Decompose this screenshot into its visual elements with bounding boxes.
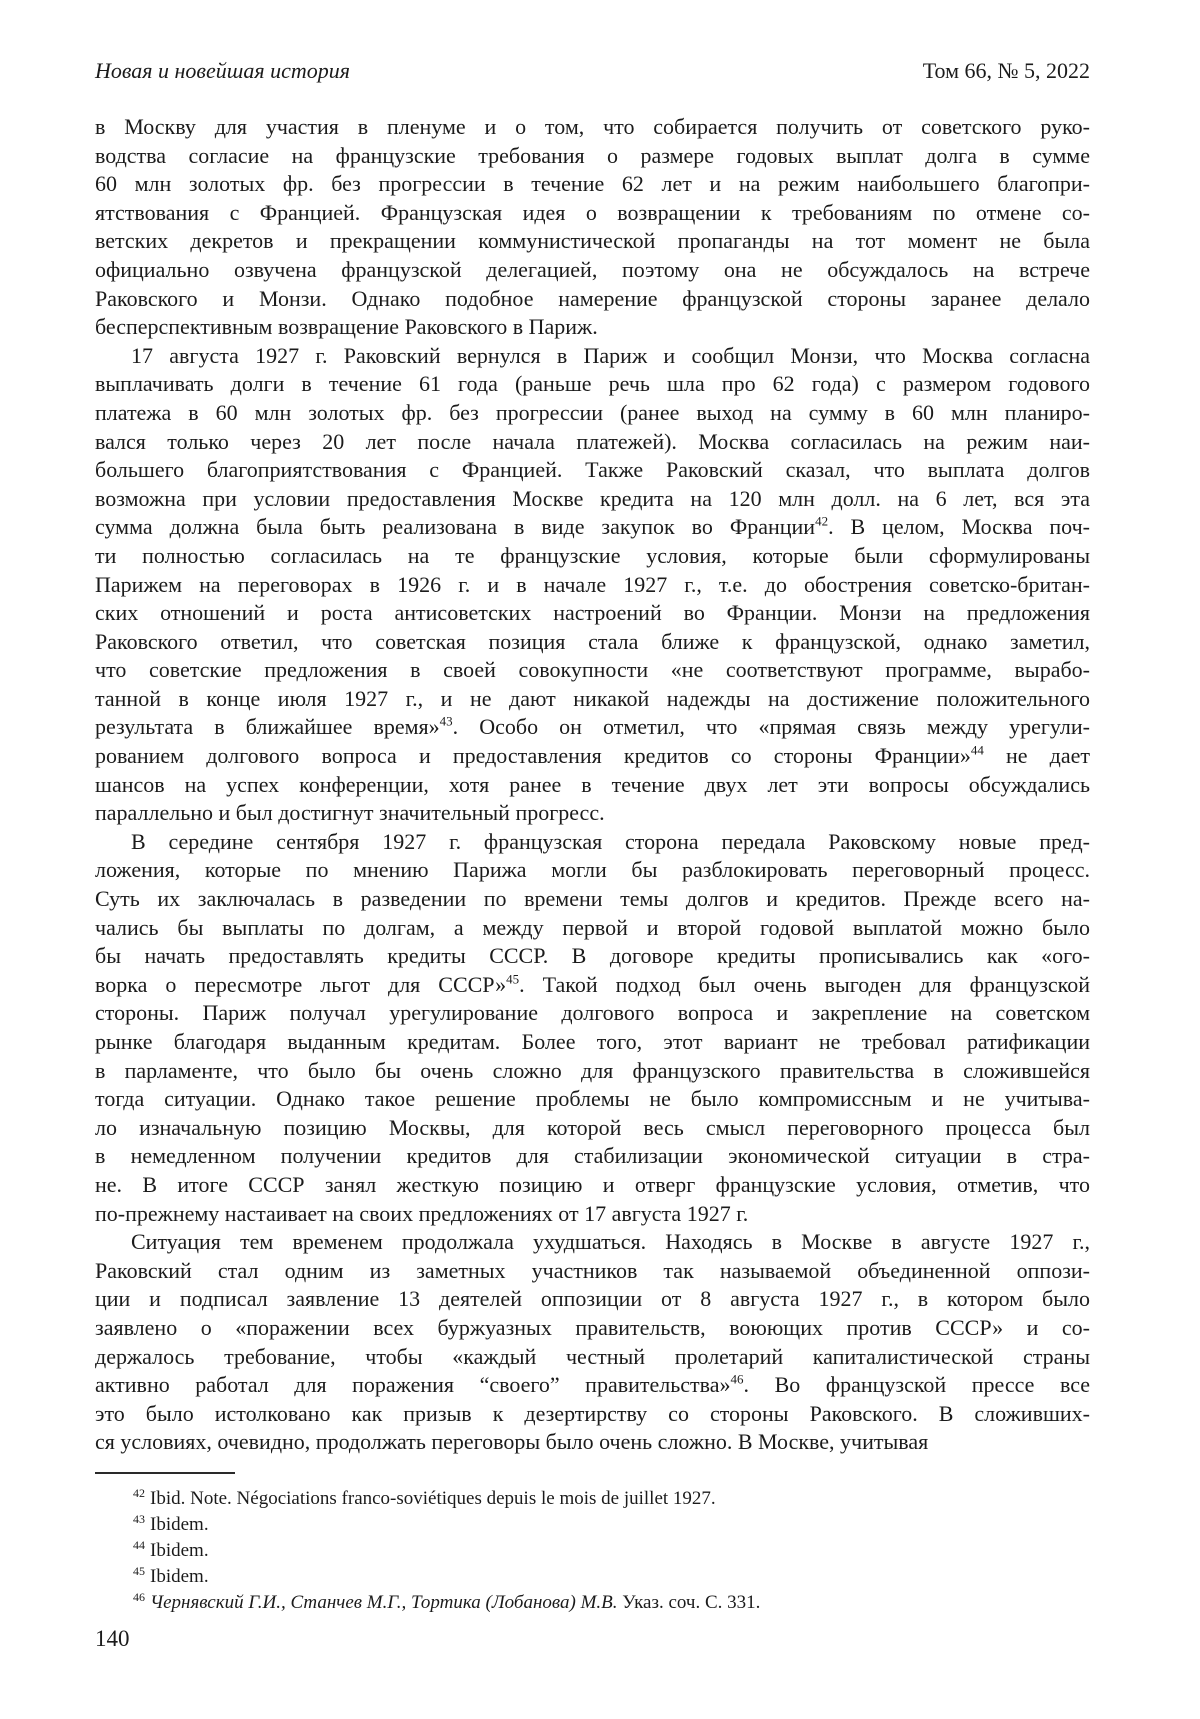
- text-line: ло изначальную позицию Москвы, для которой весь смысл переговорного процесса был: [95, 1114, 1090, 1140]
- text-line: 17 августа 1927 г. Раковский вернулся в Париж и сообщил Монзи, что Москва согласна: [131, 342, 1090, 368]
- footnote-text: Ibidem.: [150, 1566, 209, 1587]
- footnote-number: 46: [133, 1589, 145, 1604]
- footnote-authors: Чернявский Г.И., Станчев М.Г., Тортика (Лобанова) М.В.: [150, 1592, 618, 1613]
- text-line: ворка о пересмотре льгот для СССР»$^{45}$. Такой подход был очень выгоден для французской: [95, 971, 1090, 997]
- paragraph: [95, 113, 1090, 342]
- footnote-number: 42: [133, 1485, 145, 1500]
- text-line: В середине сентября 1927 г. французская сторона передала Раковскому новые пред-: [131, 828, 1090, 854]
- text-line: Раковский стал одним из заметных участников так называемой объединенной оппози-: [95, 1257, 1090, 1283]
- text-line: бы начать предоставлять кредиты СССР. В договоре кредиты прописывались как «ого-: [95, 943, 1090, 969]
- footnote-ref: 43: [439, 714, 453, 730]
- footnote-text: Указ. соч. С. 331.: [617, 1592, 761, 1613]
- paragraph: [95, 342, 1090, 828]
- article-body: [95, 113, 1090, 1457]
- text-line: шансов на успех конференции, хотя ранее в течение двух лет эти вопросы обсуждались: [95, 771, 1090, 797]
- text-line: рынке благодаря выданным кредитам. Более того, этот вариант не требовал ратификации: [95, 1029, 1090, 1054]
- page-header: [95, 58, 1090, 84]
- text-line: в парламенте, что было бы очень сложно для французского правительства в сложившейся: [95, 1057, 1090, 1083]
- footnote-item: [95, 1590, 1090, 1616]
- text-line: ветских декретов и прекращении коммунистической пропаганды на тот момент не была: [95, 228, 1090, 254]
- footnote-ref: 42: [815, 513, 829, 529]
- footnote-number: 44: [133, 1537, 145, 1552]
- footnote-text: Ibidem.: [150, 1540, 209, 1561]
- text-line: большего благоприятствования с Францией. Также Раковский сказал, что выплата долгов: [95, 457, 1090, 483]
- text-line: ских отношений и роста антисоветских настроений во Франции. Монзи на предложения: [95, 600, 1090, 626]
- text-line: в немедленном получении кредитов для стабилизации экономической ситуации в стра-: [95, 1143, 1090, 1169]
- text-line: заявлено о «поражении всех буржуазных правительств, воюющих против СССР» и со-: [95, 1314, 1090, 1340]
- text-line: тогда ситуации. Однако такое решение проблемы не было компромиссным и не учитыва-: [95, 1086, 1090, 1112]
- text-line: не. В итоге СССР занял жесткую позицию и отверг французские условия, отметив, что: [95, 1171, 1090, 1197]
- text-line: Парижем на переговорах в 1926 г. и в начале 1927 г., т.е. до обострения советско-британ-: [95, 571, 1090, 597]
- text-line: Раковского и Монзи. Однако подобное намерение французской стороны заранее делало: [95, 285, 1090, 311]
- footnote-item: [95, 1512, 1090, 1538]
- footnote-ref: 45: [506, 971, 520, 987]
- text-line: чались бы выплаты по долгам, а между первой и второй годовой выплатой можно было: [95, 914, 1090, 940]
- text-line: держалось требование, чтобы «каждый честный пролетарий капиталистической страны: [95, 1343, 1090, 1369]
- page-number: 140: [95, 1626, 130, 1651]
- text-line: выплачивать долги в течение 61 года (раньше речь шла про 62 года) с размером годового: [95, 371, 1090, 397]
- text-line: результата в ближайшее время»$^{43}$. Особо он отметил, что «прямая связь между урегули-: [95, 714, 1090, 740]
- text-line: возможна при условии предоставления Москве кредита на 120 млн долл. на 6 лет, вся эта: [95, 485, 1090, 511]
- text-line: Ситуация тем временем продолжала ухудшаться. Находясь в Москве в августе 1927 г.,: [131, 1229, 1090, 1255]
- text-line: водства согласие на французские требования о размере годовых выплат долга в сумме: [95, 142, 1090, 168]
- text-line: по-прежнему настаивает на своих предложениях от 17 августа 1927 г.: [95, 1200, 749, 1226]
- text-line: стороны. Париж получал урегулирование долгового вопроса и закрепление на советском: [95, 1000, 1090, 1026]
- text-line: Раковского ответил, что советская позиция стала ближе к французской, однако заметил,: [95, 628, 1090, 654]
- issue-info: Том 66, № 5, 2022: [922, 58, 1090, 83]
- text-line: ложения, которые по мнению Парижа могли бы разблокировать переговорный процесс.: [95, 857, 1090, 883]
- text-line: Суть их заключалась в разведении по времени темы долгов и кредитов. Прежде всего на-: [95, 886, 1090, 912]
- footnote-separator: [95, 1472, 235, 1474]
- text-line: сумма должна была быть реализована в виде закупок во Франции$^{42}$. В целом, Москва поч-: [95, 513, 1090, 540]
- footnote-item: [95, 1564, 1090, 1590]
- text-line: активно работал для поражения “своего” правительства»$^{46}$. Во французской прессе все: [95, 1371, 1090, 1398]
- text-line: бесперспективным возвращение Раковского в Париж.: [95, 314, 598, 340]
- footnote-ref: 44: [970, 742, 984, 758]
- text-line: ти полностью согласилась на те французские условия, которые были сформулированы: [95, 542, 1090, 568]
- footnote-text: Ibid. Note. Négociations franco-soviétiques depuis le mois de juillet 1927.: [150, 1488, 716, 1509]
- footnote-item: [95, 1538, 1090, 1564]
- text-line: вался только через 20 лет после начала платежей). Москва согласилась на режим наи-: [95, 428, 1090, 454]
- text-line: платежа в 60 млн золотых фр. без прогрессии (ранее выход на сумму в 60 млн планиро-: [95, 399, 1090, 425]
- text-line: в Москву для участия в пленуме и о том, что собирается получить от советского руко-: [95, 114, 1090, 139]
- footnote-number: 45: [133, 1563, 145, 1578]
- text-line: это было истолковано как призыв к дезертирству со стороны Раковского. В сложивших-: [95, 1400, 1090, 1426]
- footnote-ref: 46: [730, 1371, 744, 1387]
- text-line: рованием долгового вопроса и предоставления кредитов со стороны Франции»$^{44}$ не дает: [95, 742, 1090, 769]
- text-line: ции и подписал заявление 13 деятелей оппозиции от 8 августа 1927 г., в котором было: [95, 1286, 1090, 1312]
- footnote-item: [95, 1486, 1090, 1512]
- text-line: 60 млн золотых фр. без прогрессии в течение 62 лет и на режим наибольшего благопри-: [95, 171, 1090, 197]
- text-line: ятствования с Францией. Французская идея о возвращении к требованиям по отмене со-: [95, 199, 1090, 225]
- text-line: ся условиях, очевидно, продолжать переговоры было очень сложно. В Москве, учитывая: [95, 1429, 929, 1455]
- footnote-text: Ibidem.: [150, 1514, 209, 1535]
- paragraph: [95, 828, 1090, 1228]
- footnote-number: 43: [133, 1511, 145, 1526]
- text-line: параллельно и был достигнут значительный прогресс.: [95, 800, 605, 826]
- text-line: что советские предложения в своей совокупности «не соответствуют программе, вырабо-: [95, 657, 1090, 683]
- journal-title: Новая и новейшая история: [95, 58, 350, 83]
- footnotes-section: [95, 1486, 1090, 1616]
- paragraph: [95, 1228, 1090, 1457]
- text-line: танной в конце июля 1927 г., и не дают никакой надежды на достижение положительного: [95, 685, 1090, 711]
- text-line: официально озвучена французской делегацией, поэтому она не обсуждалось на встрече: [95, 256, 1090, 282]
